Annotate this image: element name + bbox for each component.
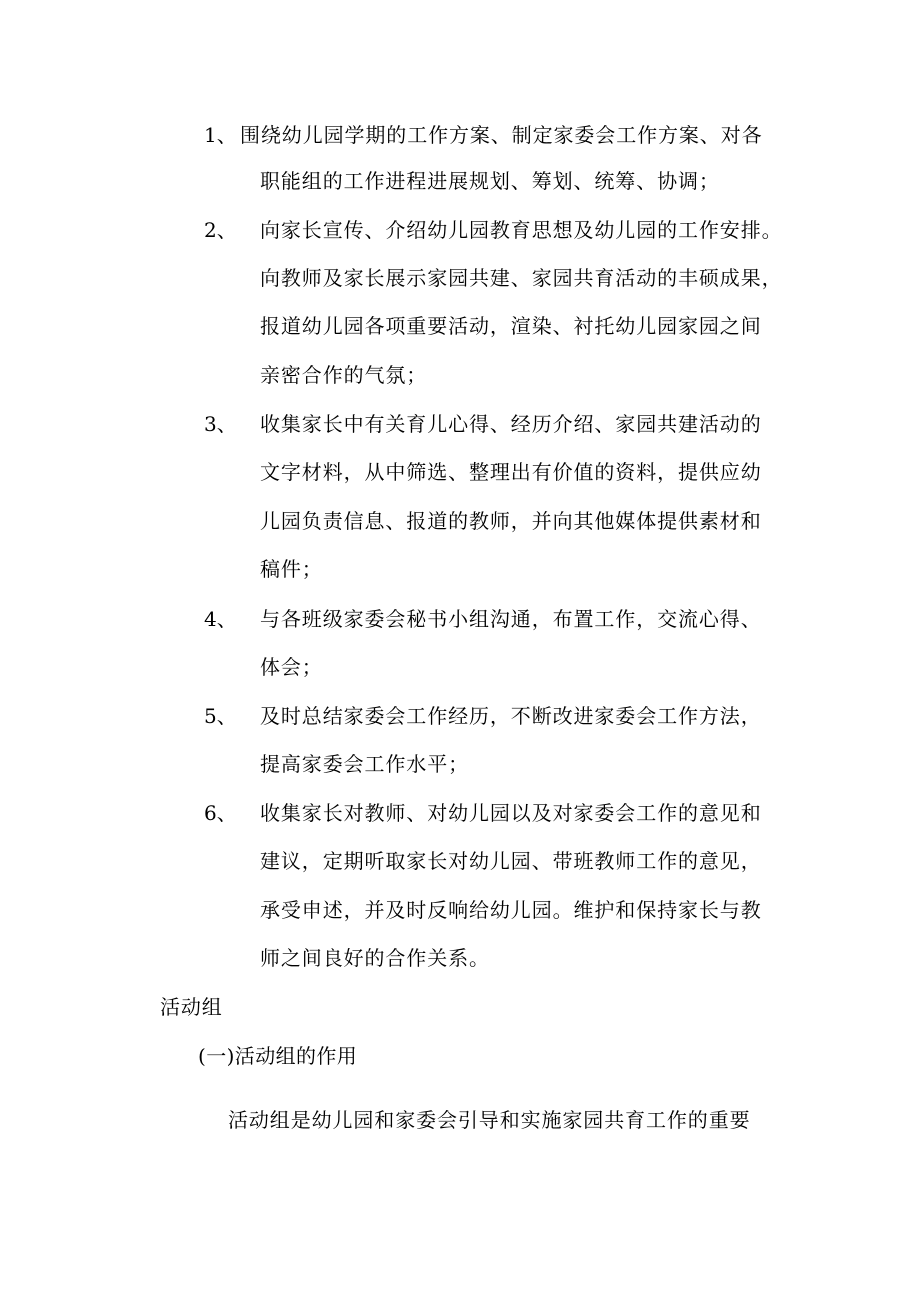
item-line: 提高家委会工作水平； [260,752,469,776]
item-number: 1、 [204,123,237,147]
item-number: 4、 [204,607,237,631]
section-heading: 活动组 [160,995,223,1019]
item-line: 建议，定期听取家长对幼儿园、带班教师工作的意见， [260,849,762,873]
item-line: 及时总结家委会工作经历，不断改进家委会工作方法， [260,704,762,728]
item-line: 向家长宣传、介绍幼儿园教育思想及幼儿园的工作安排。 [260,218,783,242]
item-line: 承受申述，并及时反响给幼儿园。维护和保持家长与教 [260,898,762,922]
item-number: 2、 [204,218,237,242]
item-line: 亲密合作的气氛； [260,363,428,387]
item-line: 收集家长对教师、对幼儿园以及对家委会工作的意见和 [260,801,762,825]
item-line: 文字材料，从中筛选、整理出有价值的资料，提供应幼 [260,460,762,484]
item-line: 师之间良好的合作关系。 [260,946,490,970]
item-line: 儿园负责信息、报道的教师，并向其他媒体提供素材和 [260,509,762,533]
paragraph-line: 活动组是幼儿园和家委会引导和实施家园共育工作的重要 [228,1108,751,1132]
item-line: 职能组的工作进程进展规划、筹划、统筹、协调； [260,169,720,193]
item-number: 3、 [204,412,237,436]
item-line: 报道幼儿园各项重要活动，渲染、衬托幼儿园家园之间 [260,314,762,338]
item-line: 收集家长中有关育儿心得、经历介绍、家园共建活动的 [260,412,762,436]
item-line: 向教师及家长展示家园共建、家园共育活动的丰硕成果， [260,266,783,290]
item-line: 与各班级家委会秘书小组沟通，布置工作，交流心得、 [260,607,762,631]
item-line: 稿件； [260,557,323,581]
item-number: 6、 [204,801,237,825]
item-number: 5、 [204,704,237,728]
item-line: 围绕幼儿园学期的工作方案、制定家委会工作方案、对各 [240,123,763,147]
item-line: 体会； [260,655,323,679]
subsection-heading: (一)活动组的作用 [198,1044,358,1068]
